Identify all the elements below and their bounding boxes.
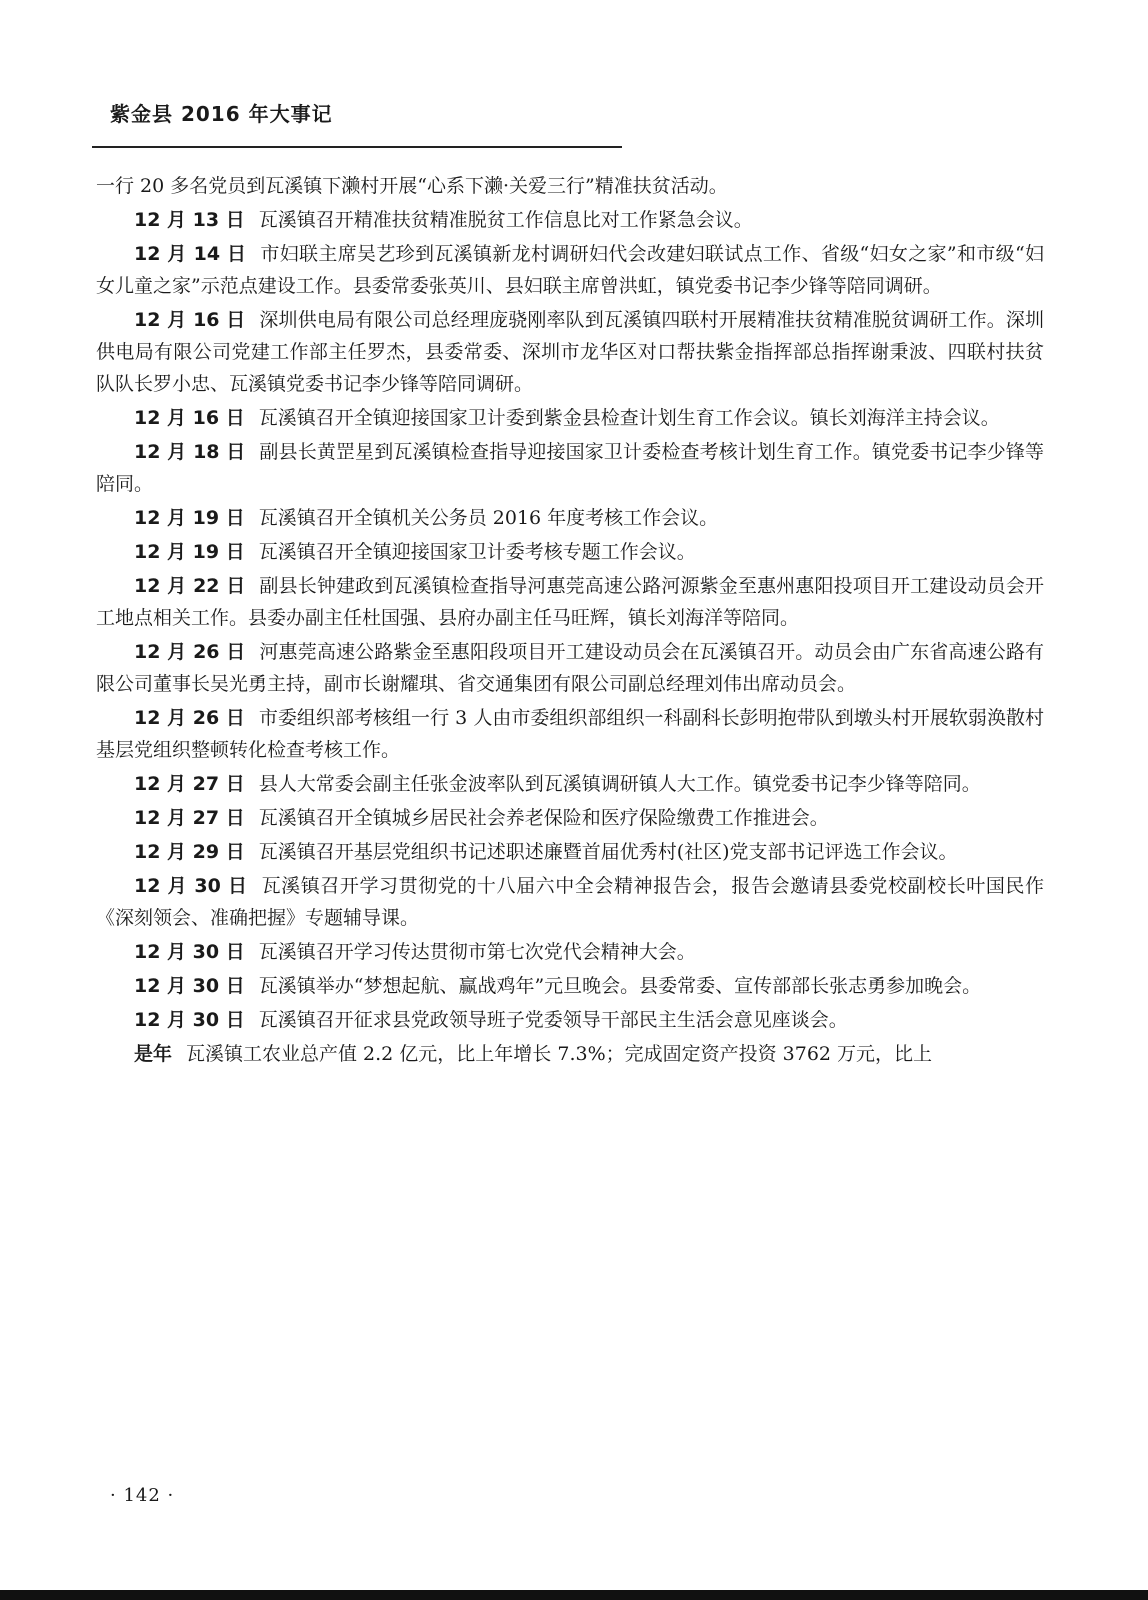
entry-date: 12 月 29 日 [134, 841, 245, 863]
entry-text: 河惠莞高速公路紫金至惠阳段项目开工建设动员会在瓦溪镇召开。动员会由广东省高速公路有限公司董事长吴光勇主持，副市长谢耀琪、省交通集团有限公司副总经理刘伟出席动员会。 [96, 641, 1044, 695]
page-number: · 142 · [110, 1485, 175, 1506]
entry-text: 瓦溪镇举办“梦想起航、赢战鸡年”元旦晚会。县委常委、宣传部部长张志勇参加晚会。 [258, 975, 982, 997]
entry-date: 12 月 27 日 [134, 807, 245, 829]
entry-paragraph [96, 702, 1044, 766]
entry-text: 瓦溪镇召开学习传达贯彻市第七次党代会精神大会。 [258, 941, 696, 963]
entry-paragraph [96, 502, 1044, 534]
entry-paragraph [96, 802, 1044, 834]
entry-date: 12 月 14 日 [134, 243, 247, 265]
entry-text: 市妇联主席吴艺珍到瓦溪镇新龙村调研妇代会改建妇联试点工作、省级“妇女之家”和市级“妇女儿童之家”示范点建设工作。县委常委张英川、县妇联主席曾洪虹，镇党委书记李少锋等陪同调研。 [96, 243, 1044, 297]
entry-paragraph [96, 436, 1044, 500]
entry-text: 瓦溪镇召开全镇城乡居民社会养老保险和医疗保险缴费工作推进会。 [258, 807, 829, 829]
entry-list [96, 204, 1044, 1070]
entry-text: 瓦溪镇召开学习贯彻党的十八届六中全会精神报告会，报告会邀请县委党校副校长叶国民作《深刻领会、准确把握》专题辅导课。 [96, 875, 1044, 929]
entry-paragraph [96, 1004, 1044, 1036]
entry-text: 瓦溪镇召开全镇迎接国家卫计委到紫金县检查计划生育工作会议。镇长刘海洋主持会议。 [258, 407, 1000, 429]
entry-text: 副县长钟建政到瓦溪镇检查指导河惠莞高速公路河源紫金至惠州惠阳投项目开工建设动员会开工地点相关工作。县委办副主任杜国强、县府办副主任马旺辉，镇长刘海洋等陪同。 [96, 575, 1044, 629]
entry-date: 12 月 30 日 [134, 975, 245, 997]
entry-text: 市委组织部考核组一行 3 人由市委组织部组织一科副科长彭明抱带队到墩头村开展软弱涣散村基层党组织整顿转化检查考核工作。 [96, 707, 1045, 761]
entry-date: 12 月 30 日 [134, 941, 245, 963]
page-header-title: 紫金县 2016 年大事记 [110, 102, 333, 126]
entry-text: 副县长黄罡星到瓦溪镇检查指导迎接国家卫计委检查考核计划生育工作。镇党委书记李少锋等陪同。 [96, 441, 1044, 495]
entry-text: 瓦溪镇召开征求县党政领导班子党委领导干部民主生活会意见座谈会。 [258, 1009, 848, 1031]
continuation-paragraph: 一行 20 多名党员到瓦溪镇下濑村开展“心系下濑·关爱三行”精准扶贫活动。 [96, 175, 728, 197]
entry-paragraph [96, 204, 1044, 236]
entry-date: 12 月 22 日 [134, 575, 246, 597]
entry-paragraph [96, 570, 1044, 634]
entry-date: 12 月 18 日 [134, 441, 246, 463]
entry-paragraph [96, 1038, 1044, 1070]
page-body [96, 170, 1044, 1072]
entry-text: 瓦溪镇工农业总产值 2.2 亿元，比上年增长 7.3%；完成固定资产投资 3762 万元，比上 [186, 1043, 933, 1065]
entry-paragraph [96, 768, 1044, 800]
entry-text: 瓦溪镇召开基层党组织书记述职述廉暨首届优秀村(社区)党支部书记评选工作会议。 [258, 841, 958, 863]
entry-date: 12 月 30 日 [134, 1009, 245, 1031]
entry-date: 12 月 16 日 [134, 407, 245, 429]
entry-paragraph [96, 536, 1044, 568]
entry-paragraph [96, 870, 1044, 934]
entry-paragraph [96, 970, 1044, 1002]
entry-paragraph [96, 636, 1044, 700]
entry-paragraph [96, 402, 1044, 434]
entry-date: 12 月 19 日 [134, 507, 245, 529]
entry-text: 瓦溪镇召开精准扶贫精准脱贫工作信息比对工作紧急会议。 [258, 209, 753, 231]
entry-date: 12 月 26 日 [134, 641, 246, 663]
entry-date: 12 月 16 日 [134, 309, 246, 331]
entry-text: 瓦溪镇召开全镇迎接国家卫计委考核专题工作会议。 [258, 541, 696, 563]
entry-paragraph [96, 238, 1044, 302]
entry-date: 12 月 27 日 [134, 773, 245, 795]
entry-date: 12 月 30 日 [134, 875, 248, 897]
entry-paragraph [96, 304, 1044, 400]
header-rule [92, 146, 622, 148]
entry-paragraph [96, 836, 1044, 868]
entry-date: 是年 [134, 1043, 173, 1065]
entry-date: 12 月 13 日 [134, 209, 245, 231]
entry-text: 瓦溪镇召开全镇机关公务员 2016 年度考核工作会议。 [258, 507, 719, 529]
scan-bottom-edge [0, 1590, 1148, 1600]
entry-date: 12 月 19 日 [134, 541, 245, 563]
entry-text: 深圳供电局有限公司总经理庞骁刚率队到瓦溪镇四联村开展精准扶贫精准脱贫调研工作。深圳供电局有限公司党建工作部主任罗杰，县委常委、深圳市龙华区对口帮扶紫金指挥部总指挥谢秉波、四联村扶贫队队长罗小忠、瓦溪镇党委书记李少锋等陪同调研。 [96, 309, 1044, 395]
entry-text: 县人大常委会副主任张金波率队到瓦溪镇调研镇人大工作。镇党委书记李少锋等陪同。 [258, 773, 981, 795]
entry-paragraph [96, 936, 1044, 968]
entry-date: 12 月 26 日 [134, 707, 245, 729]
